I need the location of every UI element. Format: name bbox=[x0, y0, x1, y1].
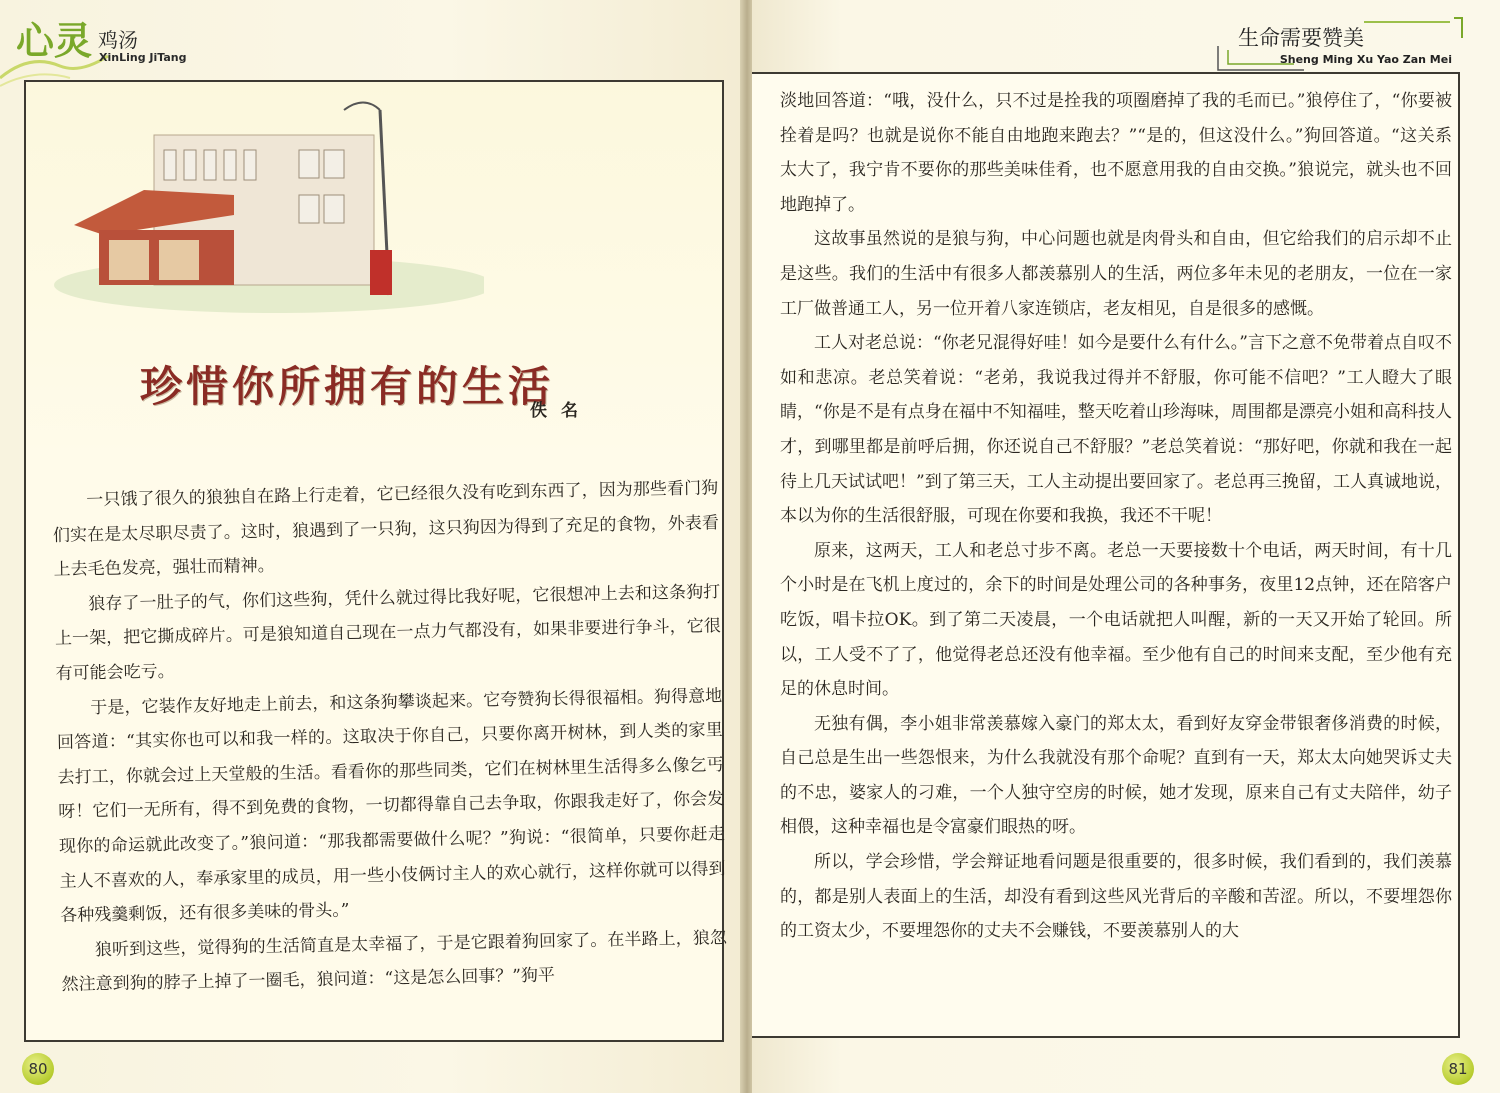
paragraph: 狼存了一肚子的气，你们这些狗，凭什么就过得比我好呢，它很想冲上去和这条狗打上一架，把它撕成碎片。可是狼知道自己现在一点力气都没有，如果非要进行争斗，它很有可能会吃亏。 bbox=[54, 581, 722, 684]
paragraph: 狼听到这些，觉得狗的生活简直是太幸福了，于是它跟着狗回家了。在半路上，狼忽然注意到狗的脖子上掉了一圈毛，狼问道：“这是怎么回事？”狗平 bbox=[61, 927, 728, 996]
page-number-left: 80 bbox=[22, 1053, 54, 1085]
brand-logo bbox=[14, 10, 94, 70]
left-page bbox=[0, 0, 742, 1093]
article-author: 佚名 bbox=[530, 401, 592, 421]
paragraph: 原来，这两天，工人和老总寸步不离。老总一天要接数十个电话，两天时间，有十几个小时是在飞机上度过的，余下的时间是处理公司的各种事务，夜里12点钟，还在陪客户吃饭，唱卡拉OK。到了第二天凌晨，一个电话就把人叫醒，新的一天又开始了轮回。所以，工人受不了了，他觉得老总还没有他幸福。至少他有自己的时间来支配，至少他有充足的休息时间。 bbox=[780, 540, 1452, 700]
paragraph-continuation: 淡地回答道：“哦，没什么，只不过是拴我的项圈磨掉了我的毛而已。”狼停住了，“你要被拴着是吗？也就是说你不能自由地跑来跑去？”“是的，但这没什么。”狗回答道。“这关系太大了，我宁肯不要你的那些美味佳肴，也不愿意用我的自由交换。”狼说完，就头也不回地跑掉了。 bbox=[780, 91, 1452, 215]
section-title-pinyin: Sheng Ming Xu Yao Zan Mei bbox=[1279, 53, 1452, 66]
paragraph: 于是，它装作友好地走上前去，和这条狗攀谈起来。它夸赞狗长得很福相。狗得意地回答道：“其实你也可以和我一样的。这取决于你自己，只要你离开树林，到人类的家里去打工，你就会过上天堂般的生活。看看你的那些同类，它们在树林里生活得多么像乞丐呀！它们一无所有，得不到免费的食物，一切都得靠自己去争取，你跟我走好了，你会发现你的命运就此改变了。”狼问道：“那我都需要做什么呢？”狗说：“很简单，只要你赶走主人不喜欢的人，奉承家里的成员，用一些小伎俩讨主人的欢心就行，这样你就可以得到各种残羹剩饭，还有很多美味的骨头。” bbox=[56, 685, 726, 927]
left-body-text bbox=[52, 471, 728, 1003]
street-illustration bbox=[44, 95, 484, 315]
brand-name-pinyin: XinLing JiTang bbox=[99, 51, 187, 64]
paragraph: 无独有偶，李小姐非常羡慕嫁入豪门的郑太太，看到好友穿金带银奢侈消费的时候，自己总是生出一些怨恨来，为什么我就没有那个命呢？直到有一天，郑太太向她哭诉丈夫的不忠，婆家人的刁难，一个人独守空房的时候，她才发现，原来自己有丈夫陪伴，幼子相偎，这种幸福也是令富豪们眼热的呀。 bbox=[780, 713, 1452, 838]
article-title: 珍惜你所拥有的生活 bbox=[140, 362, 555, 412]
brand-name-cn: 鸡汤 bbox=[98, 28, 138, 52]
paragraph: 一只饿了很久的狼独自在路上行走着，它已经很久没有吃到东西了，因为那些看门狗们实在是太尽职尽责了。这时，狼遇到了一只狗，这只狗因为得到了充足的食物，外表看上去毛色发亮，强壮而精神。 bbox=[52, 478, 720, 581]
brand-logo-text: 心灵 bbox=[16, 19, 93, 63]
section-title: 生命需要赞美 bbox=[1238, 26, 1364, 50]
right-page bbox=[752, 0, 1500, 1093]
right-body-text bbox=[780, 84, 1452, 949]
paragraph: 工人对老总说：“你老兄混得好哇！如今是要什么有什么。”言下之意不免带着点自叹不如和悲凉。老总笑着说：“老弟，我说我过得并不舒服，你可能不信吧？”工人瞪大了眼睛，“你是不是有点身在福中不知福哇，整天吃着山珍海味，周围都是漂亮小姐和高科技人才，到哪里都是前呼后拥，你还说自己不舒服？”老总笑着说：“那好吧，你就和我在一起待上几天试试吧！”到了第三天，工人主动提出要回家了。老总再三挽留，工人真诚地说，本以为你的生活很舒服，可现在你要和我换，我还不干呢！ bbox=[780, 333, 1452, 527]
paragraph: 所以，学会珍惜，学会辩证地看问题是很重要的，很多时候，我们看到的，我们羡慕的，都是别人表面上的生活，却没有看到这些风光背后的辛酸和苦涩。所以，不要埋怨你的工资太少，不要埋怨你的丈夫不会赚钱，不要羡慕别人的大 bbox=[780, 852, 1452, 942]
page-number-right: 81 bbox=[1442, 1053, 1474, 1085]
paragraph: 这故事虽然说的是狼与狗，中心问题也就是肉骨头和自由，但它给我们的启示却不止是这些。我们的生活中有很多人都羡慕别人的生活，两位多年未见的老朋友，一位在一家工厂做普通工人，另一位开着八家连锁店，老友相见，自是很多的感慨。 bbox=[780, 229, 1452, 319]
